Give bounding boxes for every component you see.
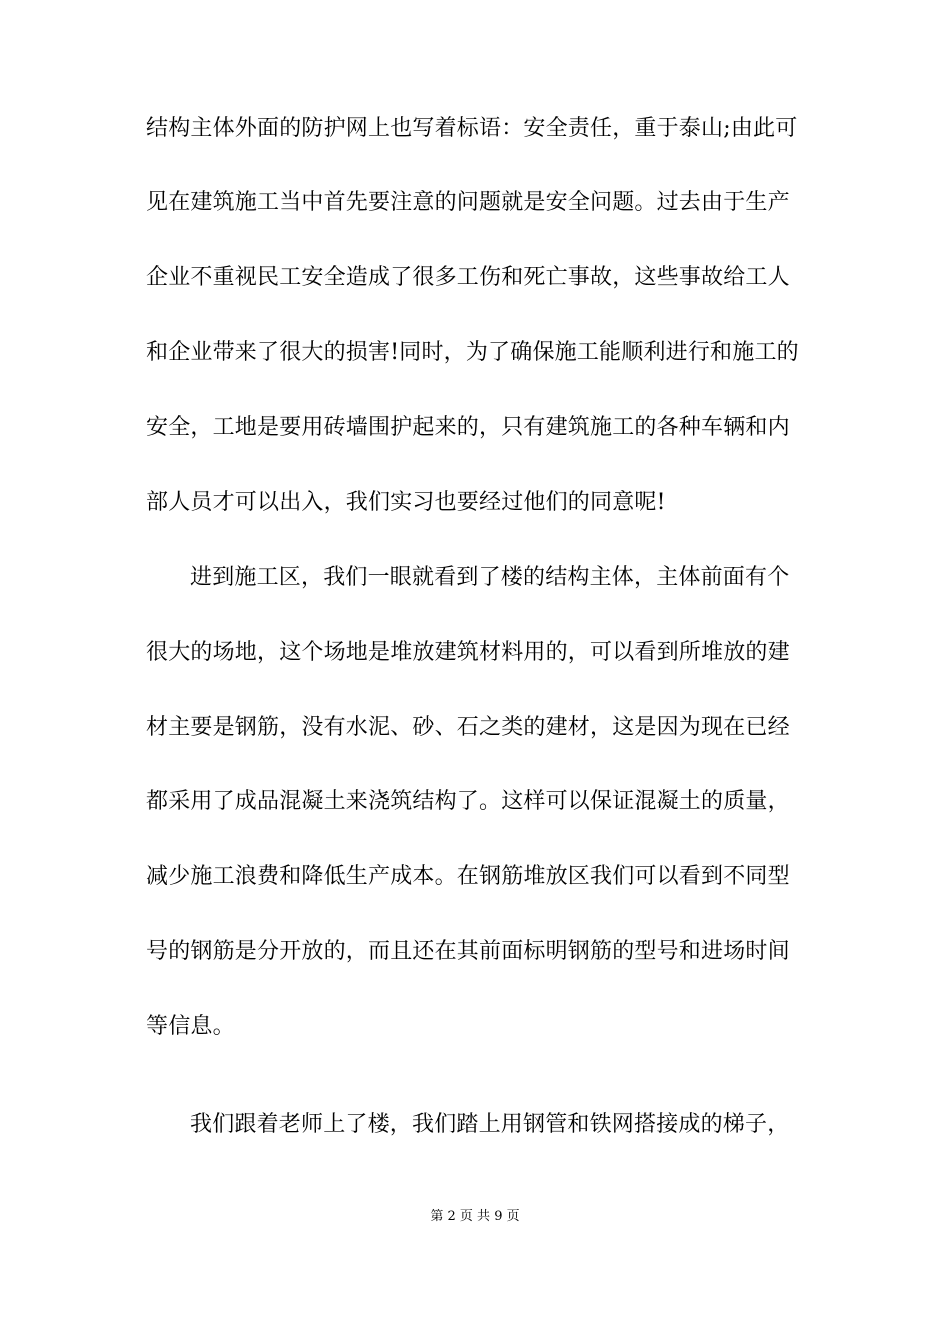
paragraph-line: 和企业带来了很大的损害!同时，为了确保施工能顺利进行和施工的 [146, 340, 799, 365]
paragraph-line: 号的钢筋是分开放的，而且还在其前面标明钢筋的型号和进场时间 [146, 939, 790, 964]
paragraph-line: 企业不重视民工安全造成了很多工伤和死亡事故，这些事故给工人 [146, 265, 790, 290]
paragraph-line: 结构主体外面的防护网上也写着标语：安全责任，重于泰山;由此可 [146, 116, 798, 141]
paragraph-line: 等信息。 [146, 1014, 235, 1039]
paragraph-line: 都采用了成品混凝土来浇筑结构了。这样可以保证混凝土的质量， [146, 789, 790, 814]
paragraph-line: 减少施工浪费和降低生产成本。在钢筋堆放区我们可以看到不同型 [146, 864, 790, 889]
paragraph-line: 我们跟着老师上了楼，我们踏上用钢管和铁网搭接成的梯子， [190, 1112, 790, 1137]
paragraph-line: 安全，工地是要用砖墙围护起来的，只有建筑施工的各种车辆和内 [146, 415, 790, 440]
page-number-footer: 第 2 页 共 9 页 [430, 1209, 520, 1224]
paragraph-line: 很大的场地，这个场地是堆放建筑材料用的，可以看到所堆放的建 [146, 640, 790, 665]
paragraph-line: 部人员才可以出入，我们实习也要经过他们的同意呢! [146, 490, 666, 515]
paragraph-line: 见在建筑施工当中首先要注意的问题就是安全问题。过去由于生产 [146, 190, 790, 215]
paragraph-line: 材主要是钢筋，没有水泥、砂、石之类的建材，这是因为现在已经 [146, 715, 790, 740]
paragraph-line: 进到施工区，我们一眼就看到了楼的结构主体，主体前面有个 [190, 565, 790, 590]
